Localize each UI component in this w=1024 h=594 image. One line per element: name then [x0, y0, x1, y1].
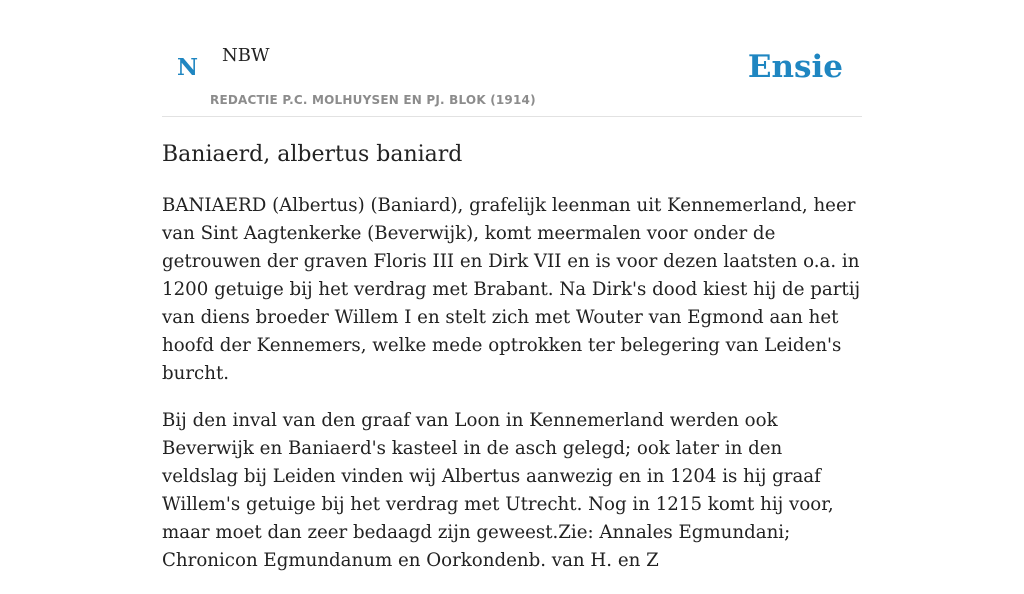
article-title: Baniaerd, albertus baniard	[162, 142, 463, 167]
site-header	[162, 0, 862, 117]
brand-logo[interactable]: Ensie	[747, 49, 843, 85]
source-logo[interactable]: N	[177, 54, 199, 81]
article-body	[162, 192, 862, 594]
article-paragraph: BANIAERD (Albertus) (Baniard), grafelijk leenman uit Kennemerland, heer van Sint Aagtenkerke (Beverwijk), komt meermalen voor onder de getrouwen der graven Floris III en Dirk VII en is voor dezen laatsten o.a. in 1200 getuige bij het verdrag met Brabant. Na Dirk's dood kiest hij de partij van diens broeder Willem I en stelt zich met Wouter van Egmond aan het hoofd der Kennemers, welke mede optrokken ter belegering van Leiden's burcht.	[162, 195, 861, 384]
source-editors: REDACTIE P.C. MOLHUYSEN EN PJ. BLOK (1914)	[210, 93, 536, 107]
article-paragraph: Bij den inval van den graaf van Loon in Kennemerland werden ook Beverwijk en Baniaerd's kasteel in de asch gelegd; ook later in den veldslag bij Leiden vinden wij Albertus aanwezig en in 1204 is hij graaf Willem's getuige bij het verdrag met Utrecht. Nog in 1215 komt hij voor, maar moet dan zeer bedaagd zijn geweest.Zie: Annales Egmundani; Chronicon Egmundanum en Oorkondenb. van H. en Z	[162, 410, 834, 571]
source-name[interactable]: NBW	[222, 45, 270, 66]
article-container	[162, 0, 862, 571]
